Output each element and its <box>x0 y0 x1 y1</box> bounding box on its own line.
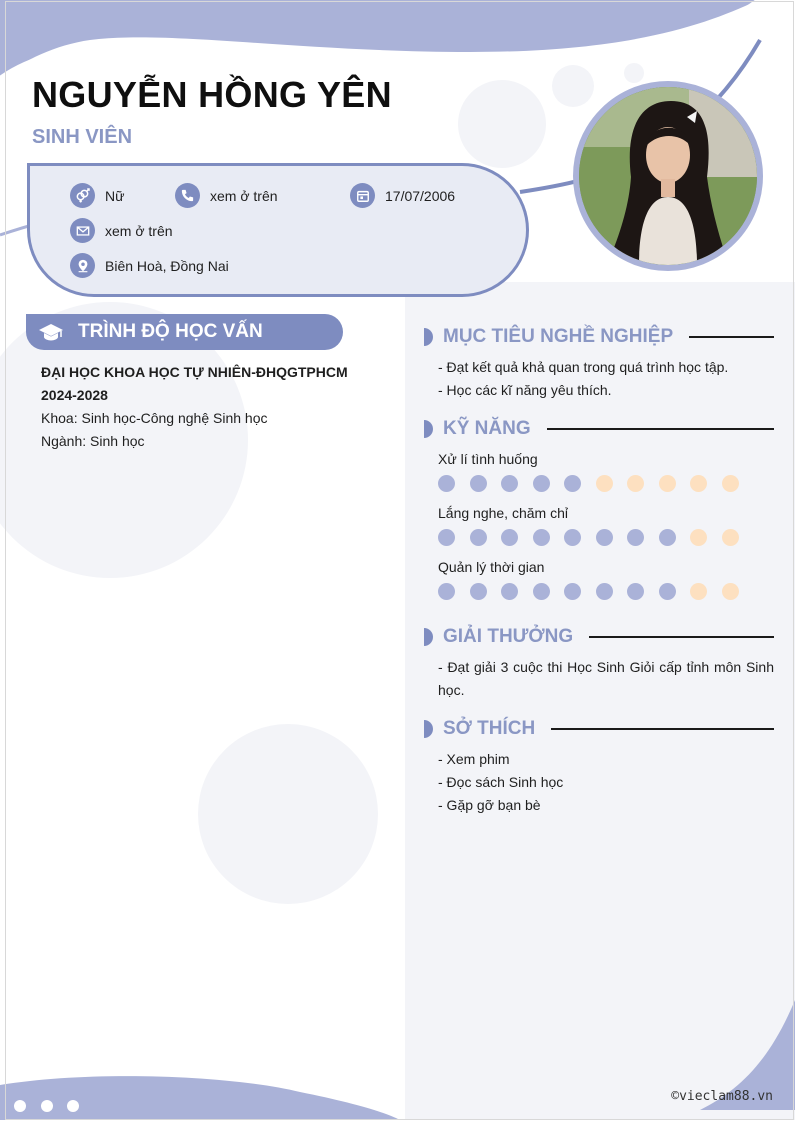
hobby-item: - Đọc sách Sinh học <box>438 774 564 790</box>
birthdate-value: 17/07/2006 <box>385 187 456 204</box>
rating-dot-filled <box>564 475 581 492</box>
rating-dot-filled <box>627 583 644 600</box>
rating-dot-empty <box>690 475 707 492</box>
section-marker-icon <box>424 420 433 438</box>
contact-email <box>70 218 173 243</box>
rating-dot-filled <box>564 529 581 546</box>
watermark: ©vieclam88.vn <box>671 1089 773 1104</box>
skill-name: Xử lí tình huống <box>438 451 538 467</box>
skill-rating <box>438 583 753 600</box>
skill-name: Lắng nghe, chăm chỉ <box>438 505 568 521</box>
education-title: TRÌNH ĐỘ HỌC VẤN <box>78 321 263 342</box>
contact-gender <box>70 183 124 208</box>
decor-dot <box>14 1100 26 1112</box>
rating-dot-empty <box>659 475 676 492</box>
rating-dot-filled <box>659 583 676 600</box>
calendar-icon <box>350 183 375 208</box>
location-icon <box>70 253 95 278</box>
rating-dot-empty <box>690 529 707 546</box>
divider <box>689 336 774 338</box>
rating-dot-empty <box>627 475 644 492</box>
address-value: Biên Hoà, Đồng Nai <box>105 257 229 274</box>
rating-dot-filled <box>596 529 613 546</box>
rating-dot-filled <box>438 583 455 600</box>
rating-dot-filled <box>564 583 581 600</box>
rating-dot-filled <box>533 529 550 546</box>
awards-header <box>424 626 774 648</box>
skills-title: KỸ NĂNG <box>443 418 531 439</box>
rating-dot-filled <box>470 475 487 492</box>
decor-dot <box>67 1100 79 1112</box>
profile-photo <box>573 81 763 271</box>
rating-dot-filled <box>533 583 550 600</box>
skill-rating <box>438 475 753 492</box>
phone-icon <box>175 183 200 208</box>
rating-dot-empty <box>722 583 739 600</box>
rating-dot-filled <box>470 583 487 600</box>
rating-dot-filled <box>438 475 455 492</box>
contact-panel <box>27 163 529 297</box>
rating-dot-filled <box>501 475 518 492</box>
contact-address <box>70 253 229 278</box>
faculty: Khoa: Sinh học-Công nghệ Sinh học <box>41 410 268 426</box>
full-name: NGUYỄN HỒNG YÊN <box>32 74 392 115</box>
gender-icon <box>70 183 95 208</box>
objective-line: - Đạt kết quả khả quan trong quá trình học tập. <box>438 359 729 375</box>
phone-value: xem ở trên <box>210 187 278 204</box>
divider <box>589 636 774 638</box>
hobby-item: - Xem phim <box>438 751 510 767</box>
rating-dot-empty <box>722 529 739 546</box>
rating-dot-filled <box>470 529 487 546</box>
job-title: SINH VIÊN <box>32 126 133 148</box>
objective-text <box>438 356 774 402</box>
skill-rating <box>438 529 753 546</box>
rating-dot-empty <box>596 475 613 492</box>
education-header <box>26 314 343 350</box>
objective-header <box>424 326 774 348</box>
contact-phone <box>175 183 278 208</box>
section-marker-icon <box>424 328 433 346</box>
rating-dot-filled <box>438 529 455 546</box>
rating-dot-filled <box>501 529 518 546</box>
contact-birthdate <box>350 183 455 208</box>
section-marker-icon <box>424 720 433 738</box>
rating-dot-filled <box>501 583 518 600</box>
rating-dot-empty <box>690 583 707 600</box>
email-value: xem ở trên <box>105 222 173 239</box>
rating-dot-filled <box>596 583 613 600</box>
rating-dot-filled <box>627 529 644 546</box>
rating-dot-filled <box>533 475 550 492</box>
objective-title: MỤC TIÊU NGHỀ NGHIỆP <box>443 326 674 347</box>
graduation-cap-icon <box>38 322 64 342</box>
hobbies-list <box>438 748 774 817</box>
objective-line: - Học các kĩ năng yêu thích. <box>438 382 612 398</box>
major: Ngành: Sinh học <box>41 433 145 449</box>
rating-dot-filled <box>659 529 676 546</box>
awards-text: - Đạt giải 3 cuộc thi Học Sinh Giỏi cấp tỉnh môn Sinh học. <box>438 659 774 698</box>
hobbies-title: SỞ THÍCH <box>443 718 536 739</box>
decor-dot <box>41 1100 53 1112</box>
school-name: ĐẠI HỌC KHOA HỌC TỰ NHIÊN-ĐHQGTPHCM <box>41 364 348 380</box>
section-marker-icon <box>424 628 433 646</box>
awards-title: GIẢI THƯỞNG <box>443 626 574 647</box>
study-years: 2024-2028 <box>41 387 108 403</box>
divider <box>551 728 774 730</box>
skill-name: Quản lý thời gian <box>438 559 545 575</box>
hobby-item: - Gặp gỡ bạn bè <box>438 797 541 813</box>
rating-dot-empty <box>722 475 739 492</box>
gender-value: Nữ <box>105 187 125 204</box>
mail-icon <box>70 218 95 243</box>
divider <box>547 428 774 430</box>
skills-header <box>424 418 774 440</box>
education-details <box>41 361 381 453</box>
hobbies-header <box>424 718 774 740</box>
